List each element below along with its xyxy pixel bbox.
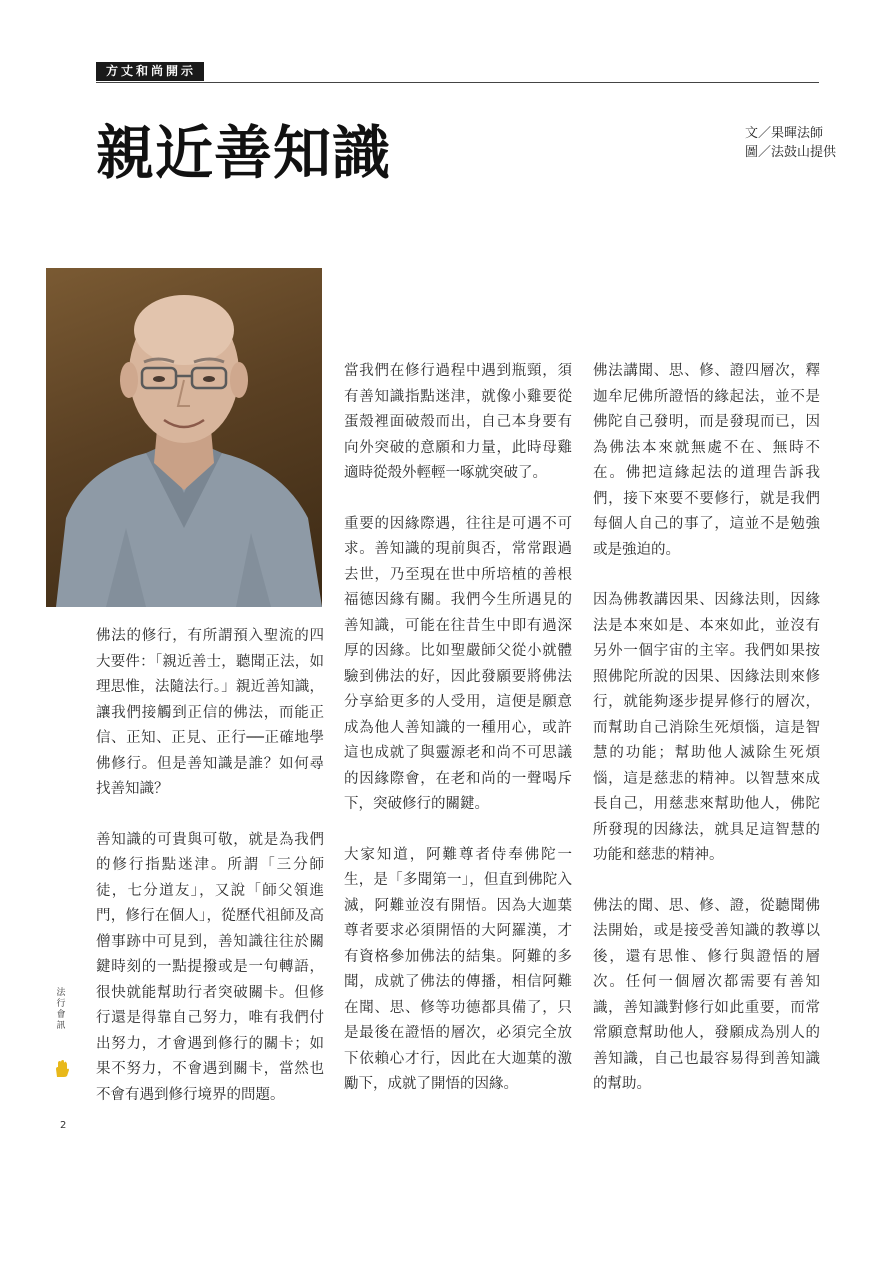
article-column-3 [593, 359, 820, 1123]
hand-icon [54, 1060, 70, 1082]
image-credit: 圖／法鼓山提供 [745, 145, 837, 160]
paragraph: 大家知道，阿難尊者侍奉佛陀一生，是「多聞第一」，但直到佛陀入滅，阿難並沒有開悟。因為大迦葉尊者要求必須開悟的大阿羅漢，才有資格參加佛法的結集。阿難的多聞，成就了佛法的傳播，相信阿難在聞、思、修等功德都具備了，只是最後在證悟的層次，必須完全放下依賴心才行，因此在大迦葉的激勵下，成就了開悟的因緣。 [344, 846, 572, 1092]
author-credit: 文／果暉法師 [745, 126, 824, 141]
paragraph: 佛法講聞、思、修、證四層次，釋迦牟尼佛所證悟的緣起法，並不是佛陀自己發明，而是發現而已，因為佛法本來就無處不在、無時不在。佛把這緣起法的道理告訴我們，接下來要不要修行，就是我們每個人自己的事了，這並不是勉強或是強迫的。 [593, 363, 820, 558]
portrait-photo-icon [46, 268, 322, 607]
paragraph: 當我們在修行過程中遇到瓶頸，須有善知識指點迷津，就像小雞要從蛋殼裡面破殼而出，自己本身要有向外突破的意願和力量，此時母雞適時從殼外輕輕一啄就突破了。 [344, 363, 572, 481]
page-number: 2 [60, 1120, 67, 1131]
header-rule [96, 82, 819, 83]
paragraph: 佛法的修行，有所謂預入聖流的四大要件：「親近善士，聽聞正法，如理思惟，法隨法行。」親近善知識，讓我們接觸到正信的佛法，而能正信、正知、正見、正行──正確地學佛修行。但是善知識是誰？如何尋找善知識？ [96, 628, 324, 797]
section-tag: 方丈和尚開示 [96, 62, 204, 81]
credits [745, 124, 836, 162]
paragraph: 重要的因緣際遇，往往是可遇不可求。善知識的現前與否，常常跟過去世，乃至現在世中所培植的善根福德因緣有關。我們今生所遇見的善知識，可能在往昔生中即有過深厚的因緣。比如聖嚴師父從小就體驗到佛法的好，因此發願要將佛法分享給更多的人受用，這便是願意成為他人善知識的一種用心，或許這也成就了與靈源老和尚不可思議的因緣際會，在老和尚的一聲喝斥下，突破修行的關鍵。 [344, 515, 572, 812]
portrait-photo [46, 268, 322, 607]
article-column-2 [344, 359, 572, 1123]
paragraph: 善知識的可貴與可敬，就是為我們的修行指點迷津。所謂「三分師徒，七分道友」，又說「師父領進門，修行在個人」，從歷代祖師及高僧事跡中可見到，善知識往往於關鍵時刻的一點提撥或是一句轉語，很快就能幫助行者突破關卡。但修行還是得靠自己努力，唯有我們付出努力，才會遇到修行的關卡；如果不努力，不會遇到關卡，當然也不會有遇到修行境界的問題。 [96, 831, 324, 1103]
paragraph: 因為佛教講因果、因緣法則，因緣法是本來如是、本來如此，並沒有另外一個宇宙的主宰。我們如果按照佛陀所說的因果、因緣法則來修行，就能夠逐步提昇修行的層次，而幫助自己消除生死煩惱，這是智慧的功能；幫助他人滅除生死煩惱，這是慈悲的精神。以智慧來成長自己，用慈悲來幫助他人，佛陀所發現的因緣法，就具足這智慧的功能和慈悲的精神。 [593, 592, 820, 863]
paragraph: 佛法的聞、思、修、證，從聽聞佛法開始，或是接受善知識的教導以後，還有思惟、修行與證悟的層次。任何一個層次都需要有善知識，善知識對修行如此重要，而常常願意幫助他人，發願成為別人的善知識，自己也最容易得到善知識的幫助。 [593, 897, 820, 1092]
article-title: 親近善知識 [96, 119, 392, 187]
magazine-logo: 法行會訊 [56, 988, 66, 1031]
article-column-1 [96, 624, 324, 1133]
